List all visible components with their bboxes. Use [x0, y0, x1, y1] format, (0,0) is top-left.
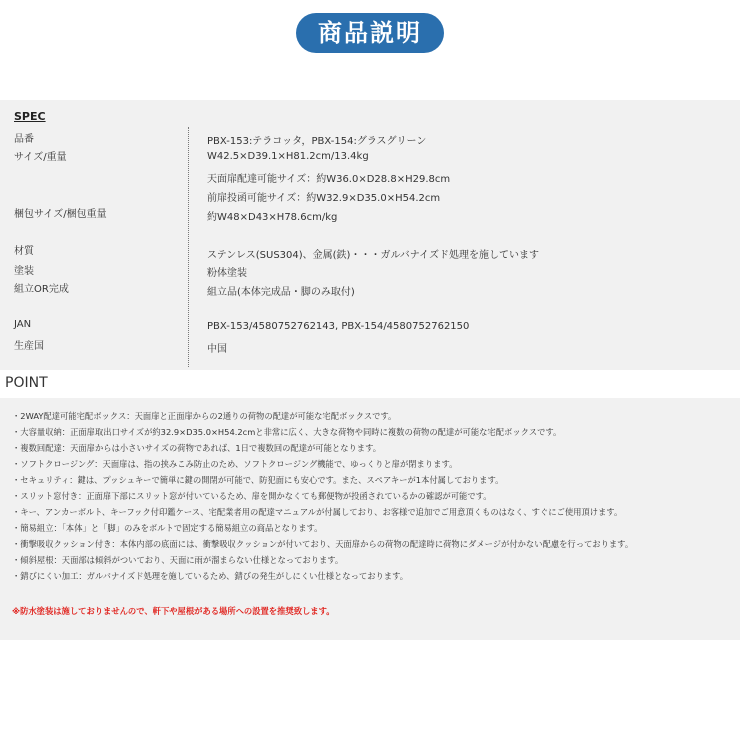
point-item: ・複数回配達：天面扉からは小さいサイズの荷物であれば、1日で複数回の配達が可能となります。 [12, 443, 382, 453]
spec-section [0, 100, 740, 370]
spec-label-coating: 塗装 [14, 266, 34, 277]
point-item: ・錆びにくい加工：ガルバナイズド処理を施しているため、錆びの発生がしにくい仕様となっております。 [12, 571, 409, 581]
point-item: ・セキュリティ：鍵は、プッシュキーで簡単に鍵の開閉が可能で、防犯面にも安心です。また、スペアキーが1本付属しております。 [12, 475, 504, 485]
spec-value-product-number: PBX-153:テラコッタ，PBX-154:グラスグリーン [207, 136, 427, 147]
spec-value-material: ステンレス(SUS304)、金属(鉄)・・・ガルバナイズド処理を施しています [207, 250, 539, 261]
spec-label-product-number: 品番 [14, 134, 34, 145]
spec-value-front-door-size: 前扉投函可能サイズ：約W32.9×D35.0×H54.2cm [207, 193, 441, 204]
spec-label-assembly: 組立OR完成 [14, 284, 69, 295]
spec-value-coating: 粉体塗装 [207, 268, 247, 279]
point-section [0, 398, 740, 640]
spec-label-material: 材質 [14, 246, 34, 257]
spec-value-top-door-size: 天面扉配達可能サイズ：約W36.0×D28.8×H29.8cm [207, 174, 451, 185]
spec-value-assembly: 組立品(本体完成品・脚のみ取付) [207, 287, 355, 298]
point-item: ・傾斜屋根：天面部は傾斜がついており、天面に雨が溜まらない仕様となっております。 [12, 555, 344, 565]
spec-title: SPEC [14, 110, 46, 123]
point-item: ・キー、アンカーボルト、キーフック付印鑑ケース、宅配業者用の配達マニュアルが付属しており、お客様で追加でご用意頂くものはなく、すぐにご使用頂けます。 [12, 507, 623, 517]
waterproof-notice: ※防水塗装は施しておりませんので、軒下や屋根がある場所への設置を推奨致します。 [12, 606, 335, 616]
point-item: ・2WAY配達可能宅配ボックス：天面扉と正面扉からの2通りの荷物の配達が可能な宅配ボックスです。 [12, 411, 397, 421]
point-title: POINT [5, 375, 48, 391]
point-item: ・衝撃吸収クッション付き：本体内部の底面には、衝撃吸収クッションが付いており、天面扉からの荷物の配達時に荷物にダメージが付かない配慮を行っております。 [12, 539, 634, 549]
point-item: ・大容量収納：正面扉取出口サイズが約32.9×D35.0×H54.2cmと非常に広く、大きな荷物や同時に複数の荷物の配達が可能な宅配ボックスです。 [12, 427, 562, 437]
point-item: ・ソフトクロージング：天面扉は、指の挟みこみ防止のため、ソフトクロージング機能で、ゆっくりと扉が閉まります。 [12, 459, 458, 469]
point-item: ・簡易組立：「本体」と「脚」のみをボルトで固定する簡易組立の商品となります。 [12, 523, 323, 533]
spec-label-size-weight: サイズ/重量 [14, 152, 67, 163]
spec-label-origin: 生産国 [14, 341, 44, 352]
spec-label-jan: JAN [14, 319, 32, 330]
point-item: ・スリット窓付き：正面扉下部にスリット窓が付いているため、扉を開かなくても郵便物が投函されているかの確認が可能です。 [12, 491, 492, 501]
spec-value-jan: PBX-153/4580752762143, PBX-154/4580752762150 [207, 321, 470, 332]
spec-value-size-weight: W42.5×D39.1×H81.2cm/13.4kg [207, 151, 369, 162]
spec-label-package-size: 梱包サイズ/梱包重量 [14, 209, 107, 220]
page-title: 商品説明 [296, 13, 444, 53]
spec-divider [188, 127, 189, 367]
spec-value-origin: 中国 [207, 344, 227, 355]
spec-value-package-size: 約W48×D43×H78.6cm/kg [207, 212, 338, 223]
